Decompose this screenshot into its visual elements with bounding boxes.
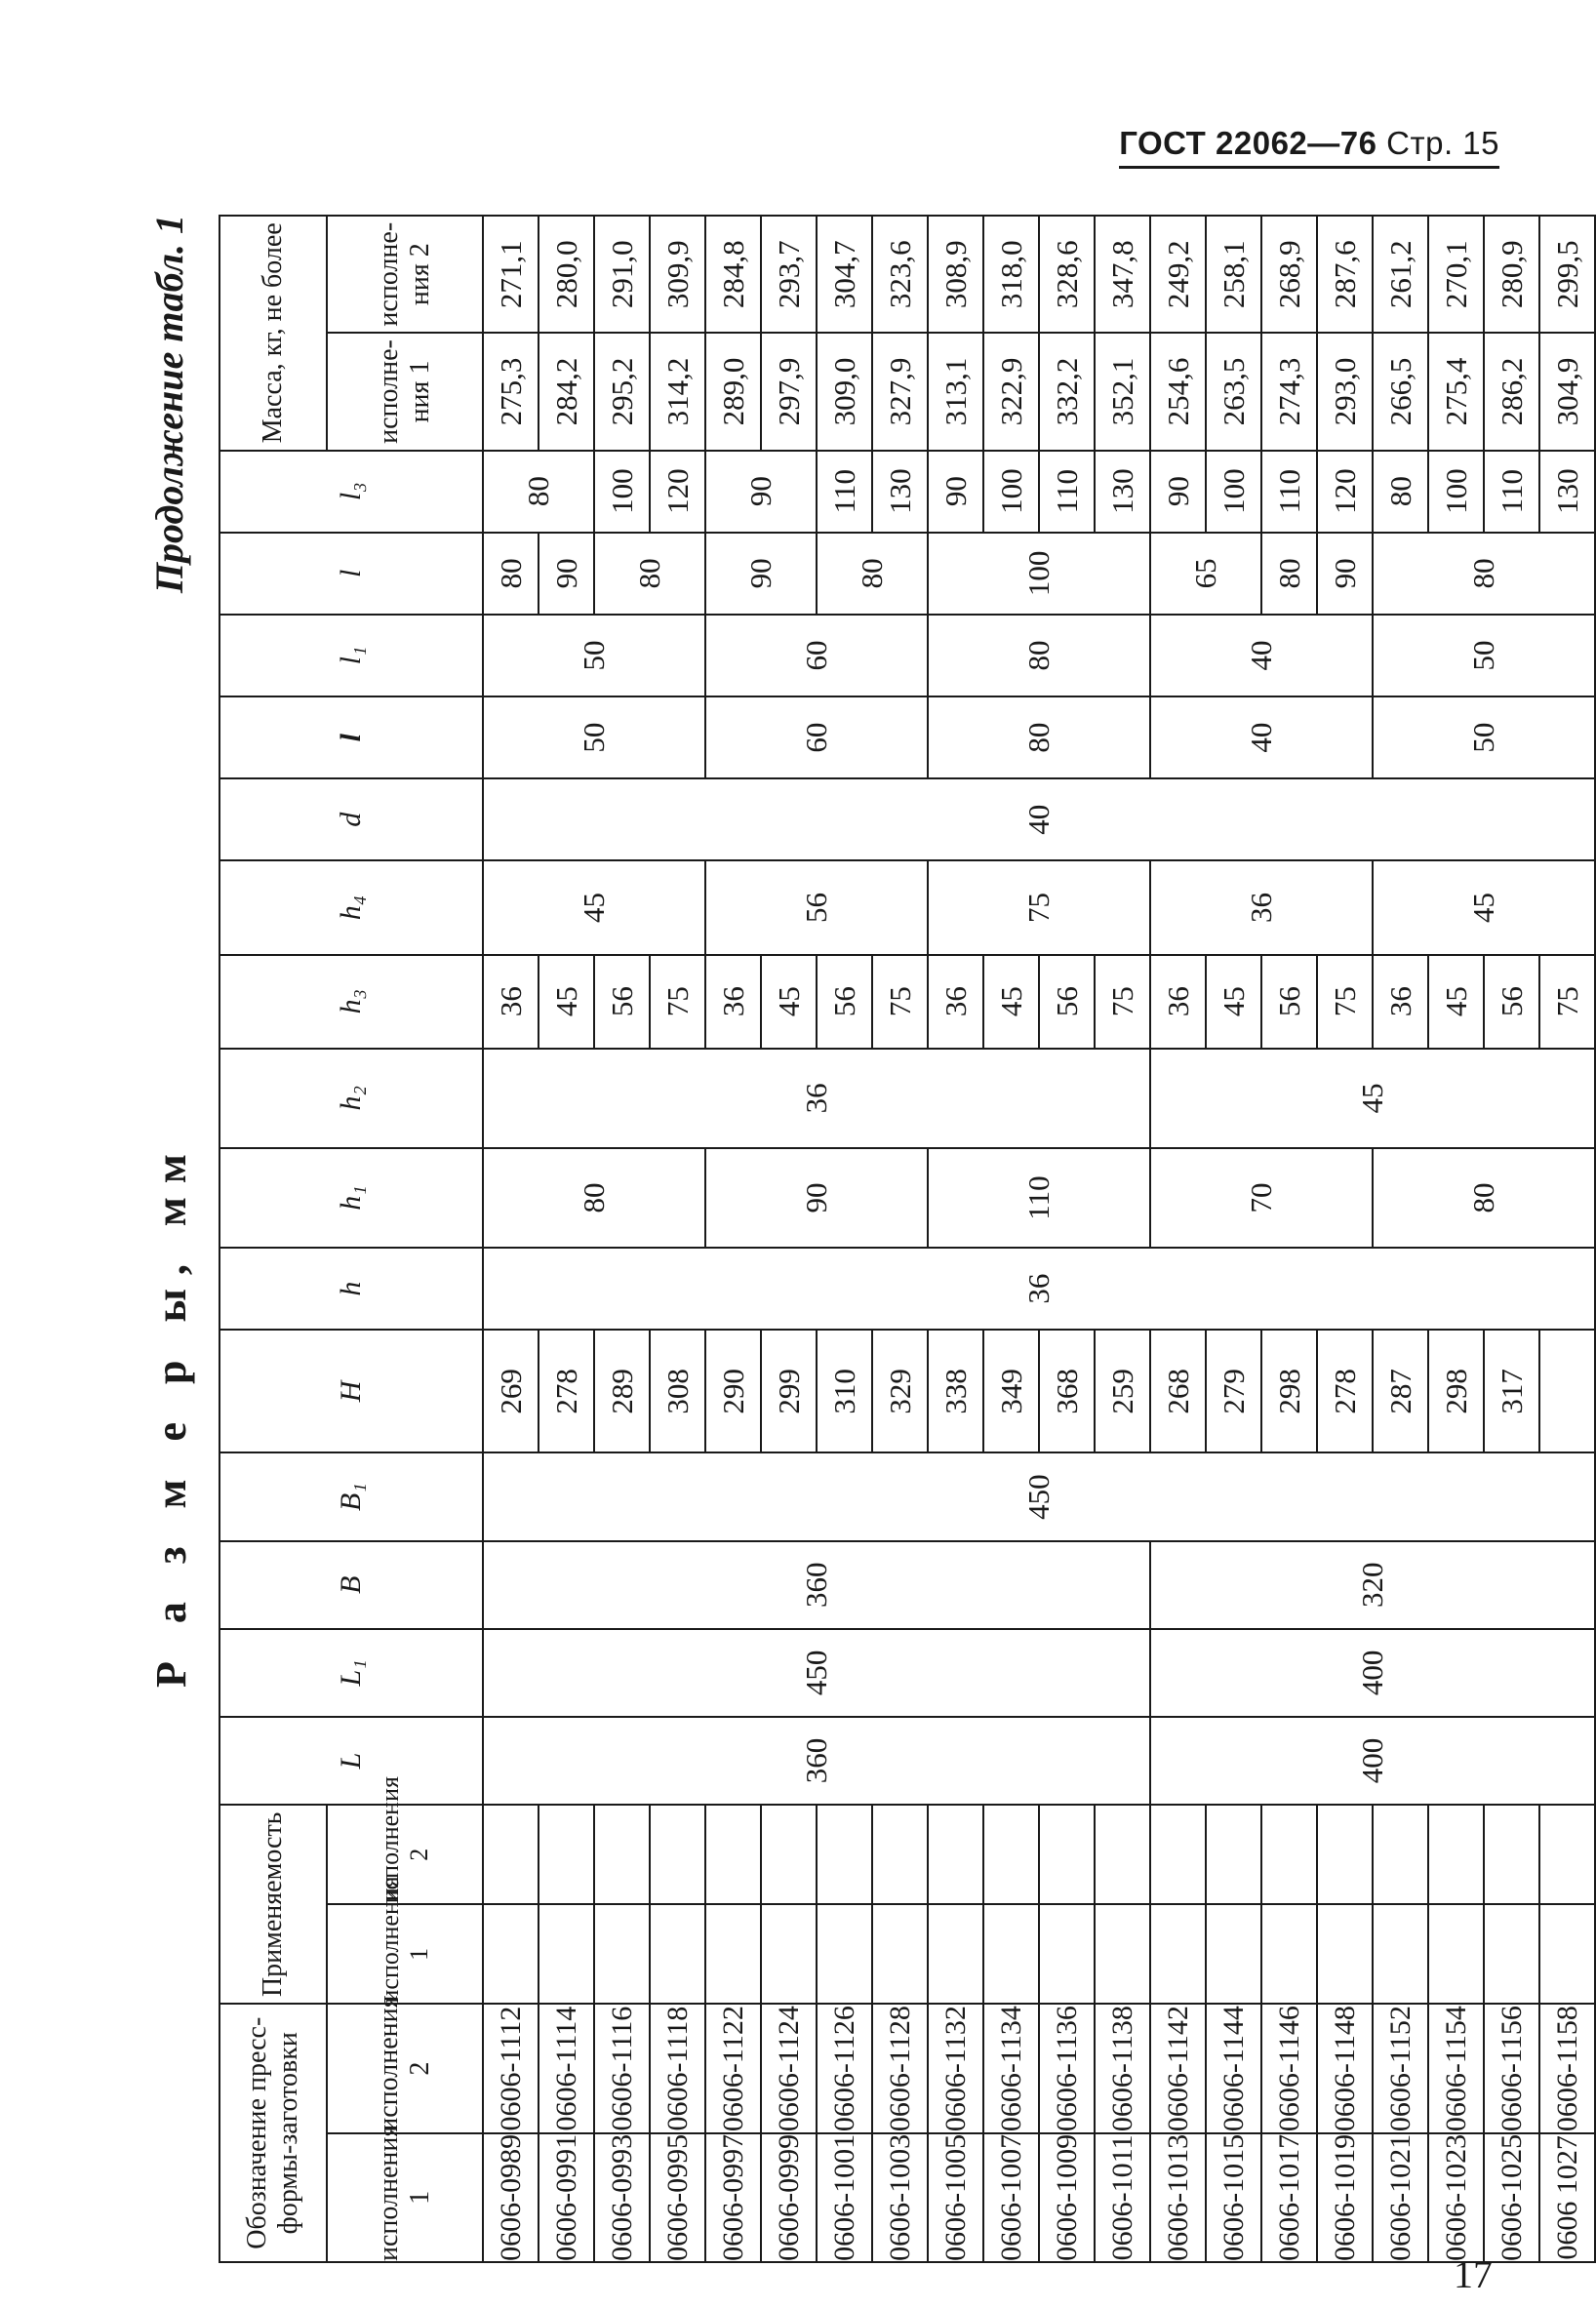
cell-app-v1: [1317, 1904, 1373, 2004]
cell-variant1: 0606-1005: [928, 2133, 983, 2262]
cell-variant2: 0606-1158: [1539, 2004, 1595, 2132]
cell-l3: 130: [1095, 451, 1150, 533]
cell-app-v1: [705, 1904, 761, 2004]
page-number: 17: [1454, 2252, 1493, 2296]
cell-app-v1: [1261, 1904, 1317, 2004]
cell-mass-v1: 254,6: [1150, 333, 1206, 450]
cell-variant1: 0606-1011: [1095, 2133, 1150, 2262]
cell-h3: 75: [872, 955, 928, 1049]
cell-l3: 80: [1373, 451, 1428, 533]
table-row: [928, 216, 983, 2262]
header-l-bold: l: [219, 696, 483, 778]
cell-mass-v1: 327,9: [872, 333, 928, 450]
cell-h3: 75: [1539, 955, 1595, 1049]
cell-mass-v1: 275,3: [483, 333, 539, 450]
cell-h2: 36: [483, 1049, 1150, 1148]
cell-h1: 80: [483, 1148, 705, 1248]
cell-variant2: 0606-1118: [650, 2004, 705, 2132]
cell-variant2: 0606-1144: [1206, 2004, 1261, 2132]
table-title: Р а з м е р ы, мм: [147, 1140, 195, 1688]
header-l3: l₃: [219, 451, 483, 533]
cell-variant2: 0606-1134: [983, 2004, 1039, 2132]
cell-l3: 120: [1317, 451, 1373, 533]
cell-variant1: 0606-1009: [1039, 2133, 1095, 2262]
cell-mass-v1: 289,0: [705, 333, 761, 450]
cell-H: 310: [817, 1330, 872, 1452]
cell-mass-v1: 295,2: [594, 333, 650, 450]
cell-L1-group-b: 400: [1150, 1629, 1595, 1717]
cell-l: 100: [928, 533, 1150, 615]
cell-l: 80: [594, 533, 705, 615]
cell-variant2: 0606-1136: [1039, 2004, 1095, 2132]
cell-mass-v2: 261,2: [1373, 216, 1428, 333]
cell-l3: 80: [483, 451, 594, 533]
cell-l3: 110: [1261, 451, 1317, 533]
header-B1: B₁: [219, 1452, 483, 1540]
cell-app-v2: [1484, 1805, 1539, 1904]
cell-L1-group-a: 450: [483, 1629, 1150, 1717]
header-variant2: исполнения 2: [327, 2004, 483, 2132]
cell-B1: 450: [483, 1452, 1595, 1540]
cell-variant2: 0606-1126: [817, 2004, 872, 2132]
cell-l3: 120: [650, 451, 705, 533]
cell-variant2: 0606-1116: [594, 2004, 650, 2132]
cell-L-group-a: 360: [483, 1717, 1150, 1805]
cell-l3: 90: [928, 451, 983, 533]
cell-mass-v1: 313,1: [928, 333, 983, 450]
cell-variant2: 0606-1138: [1095, 2004, 1150, 2132]
cell-app-v2: [539, 1805, 594, 1904]
cell-H: 308: [650, 1330, 705, 1452]
cell-mass-v2: 280,0: [539, 216, 594, 333]
cell-H: 289: [594, 1330, 650, 1452]
cell-app-v2: [483, 1805, 539, 1904]
cell-variant1: 0606-1019: [1317, 2133, 1373, 2262]
cell-l-bold: 60: [705, 696, 928, 778]
cell-mass-v2: 270,1: [1428, 216, 1484, 333]
header-L1: L₁: [219, 1629, 483, 1717]
cell-variant1: 0606-0993: [594, 2133, 650, 2262]
cell-L-group-b: 400: [1150, 1717, 1595, 1805]
header-h: h: [219, 1248, 483, 1330]
header-variant1: исполнения 1: [327, 2133, 483, 2262]
cell-variant1: 0606-1017: [1261, 2133, 1317, 2262]
cell-l: 80: [1261, 533, 1317, 615]
cell-l3: 100: [1428, 451, 1484, 533]
cell-H: 349: [983, 1330, 1039, 1452]
cell-mass-v2: 308,9: [928, 216, 983, 333]
cell-h3: 45: [1428, 955, 1484, 1049]
cell-app-v2: [761, 1805, 817, 1904]
cell-mass-v2: 299,5: [1539, 216, 1595, 333]
cell-variant2: 0606-1114: [539, 2004, 594, 2132]
cell-l: 90: [705, 533, 817, 615]
page-reference: Стр. 15: [1386, 125, 1499, 161]
cell-app-v2: [1428, 1805, 1484, 1904]
cell-h1: 70: [1150, 1148, 1373, 1248]
header-L: L: [219, 1717, 483, 1805]
cell-mass-v2: 280,9: [1484, 216, 1539, 333]
header-app-v2: исполнения 2: [327, 1805, 483, 1904]
cell-mass-v2: 293,7: [761, 216, 817, 333]
cell-mass-v2: 309,9: [650, 216, 705, 333]
cell-l3: 100: [1206, 451, 1261, 533]
cell-mass-v1: 293,0: [1317, 333, 1373, 450]
cell-l3: 130: [1539, 451, 1595, 533]
cell-mass-v2: 318,0: [983, 216, 1039, 333]
cell-app-v2: [705, 1805, 761, 1904]
cell-app-v1: [817, 1904, 872, 2004]
cell-variant1: 0606-1003: [872, 2133, 928, 2262]
cell-h4: 36: [1150, 860, 1373, 954]
header-H: H: [219, 1330, 483, 1452]
cell-l: 80: [817, 533, 928, 615]
table-row: [483, 216, 539, 2262]
cell-H: 317: [1484, 1330, 1539, 1452]
cell-app-v2: [817, 1805, 872, 1904]
cell-h3: 56: [817, 955, 872, 1049]
cell-variant2: 0606-1122: [705, 2004, 761, 2132]
cell-variant1: 0606-1025: [1484, 2133, 1539, 2262]
cell-l3: 100: [983, 451, 1039, 533]
cell-l3: 90: [1150, 451, 1206, 533]
cell-variant1: 0606-0989: [483, 2133, 539, 2262]
cell-l3: 110: [1484, 451, 1539, 533]
cell-app-v2: [1150, 1805, 1206, 1904]
page-header: [1119, 125, 1499, 169]
cell-app-v1: [872, 1904, 928, 2004]
header-h4: h₄: [219, 860, 483, 954]
cell-app-v1: [539, 1904, 594, 2004]
cell-H: 368: [1039, 1330, 1095, 1452]
cell-l-bold: 80: [928, 696, 1150, 778]
cell-h3: 36: [928, 955, 983, 1049]
cell-variant1: 0606-0995: [650, 2133, 705, 2262]
cell-h4: 75: [928, 860, 1150, 954]
header-l: l: [219, 533, 483, 615]
cell-variant1: 0606-1007: [983, 2133, 1039, 2262]
cell-variant1: 0606-1015: [1206, 2133, 1261, 2262]
cell-d: 40: [483, 778, 1595, 860]
cell-mass-v2: 284,8: [705, 216, 761, 333]
cell-variant1: 0606-1023: [1428, 2133, 1484, 2262]
cell-l: 90: [539, 533, 594, 615]
cell-l: 80: [483, 533, 539, 615]
cell-H: 329: [872, 1330, 928, 1452]
header-h3: h₃: [219, 955, 483, 1049]
header-designation: Обозначение пресс-формы-заготовки: [219, 2004, 327, 2262]
cell-variant1: 0606-1013: [1150, 2133, 1206, 2262]
cell-l3: 90: [705, 451, 817, 533]
cell-variant2: 0606-1142: [1150, 2004, 1206, 2132]
cell-h3: 56: [1484, 955, 1539, 1049]
cell-mass-v2: 347,8: [1095, 216, 1150, 333]
cell-h3: 36: [1150, 955, 1206, 1049]
cell-app-v1: [1206, 1904, 1261, 2004]
cell-app-v1: [594, 1904, 650, 2004]
cell-mass-v1: 275,4: [1428, 333, 1484, 450]
cell-app-v1: [1373, 1904, 1428, 2004]
cell-l1: 60: [705, 615, 928, 696]
cell-h3: 75: [1317, 955, 1373, 1049]
cell-B-group-a: 360: [483, 1541, 1150, 1629]
cell-variant2: 0606-1124: [761, 2004, 817, 2132]
cell-mass-v1: 309,0: [817, 333, 872, 450]
cell-variant1: 0606-0999: [761, 2133, 817, 2262]
cell-mass-v2: 328,6: [1039, 216, 1095, 333]
cell-mass-v1: 297,9: [761, 333, 817, 450]
cell-l3: 110: [817, 451, 872, 533]
cell-app-v2: [983, 1805, 1039, 1904]
cell-h3: 75: [650, 955, 705, 1049]
table-row: [705, 216, 761, 2262]
cell-app-v2: [1261, 1805, 1317, 1904]
header-applicability: Применяемость: [219, 1805, 327, 2004]
cell-variant2: 0606-1154: [1428, 2004, 1484, 2132]
cell-l: 80: [1373, 533, 1595, 615]
cell-H: [1539, 1330, 1595, 1452]
cell-h4: 45: [483, 860, 705, 954]
cell-mass-v2: 258,1: [1206, 216, 1261, 333]
header-mass: Масса, кг, не более: [219, 216, 327, 451]
cell-h3: 45: [539, 955, 594, 1049]
cell-l-bold: 40: [1150, 696, 1373, 778]
header-mass-v2: исполне-ния 2: [327, 216, 483, 333]
cell-mass-v1: 274,3: [1261, 333, 1317, 450]
header-d: d: [219, 778, 483, 860]
cell-h3: 56: [1039, 955, 1095, 1049]
cell-app-v1: [1428, 1904, 1484, 2004]
table-row: [1150, 216, 1206, 2262]
cell-l1: 40: [1150, 615, 1373, 696]
cell-h1: 90: [705, 1148, 928, 1248]
cell-H: 290: [705, 1330, 761, 1452]
cell-variant2: 0606-1112: [483, 2004, 539, 2132]
cell-variant2: 0606-1152: [1373, 2004, 1428, 2132]
dimensions-table: [219, 215, 1596, 2263]
cell-mass-v1: 286,2: [1484, 333, 1539, 450]
rotated-table-area: [146, 215, 1584, 2263]
cell-h1: 110: [928, 1148, 1150, 1248]
cell-mass-v1: 322,9: [983, 333, 1039, 450]
cell-h1: 80: [1373, 1148, 1595, 1248]
cell-h3: 45: [983, 955, 1039, 1049]
cell-h3: 45: [761, 955, 817, 1049]
cell-mass-v1: 352,1: [1095, 333, 1150, 450]
cell-h4: 56: [705, 860, 928, 954]
cell-h3: 36: [1373, 955, 1428, 1049]
header-B: B: [219, 1541, 483, 1629]
cell-variant1: 0606-1001: [817, 2133, 872, 2262]
table-continuation-label: Продолжение табл. 1: [147, 215, 191, 594]
cell-l: 65: [1150, 533, 1261, 615]
cell-mass-v1: 284,2: [539, 333, 594, 450]
cell-variant2: 0606-1146: [1261, 2004, 1317, 2132]
header-app-v1: исполнения 1: [327, 1904, 483, 2004]
cell-mass-v1: 304,9: [1539, 333, 1595, 450]
cell-app-v1: [983, 1904, 1039, 2004]
cell-app-v2: [1095, 1805, 1150, 1904]
cell-H: 279: [1206, 1330, 1261, 1452]
cell-l3: 110: [1039, 451, 1095, 533]
cell-app-v1: [483, 1904, 539, 2004]
cell-app-v2: [1206, 1805, 1261, 1904]
cell-app-v1: [1484, 1904, 1539, 2004]
cell-H: 299: [761, 1330, 817, 1452]
cell-mass-v2: 249,2: [1150, 216, 1206, 333]
cell-H: 287: [1373, 1330, 1428, 1452]
cell-app-v1: [761, 1904, 817, 2004]
header-l1: l₁: [219, 615, 483, 696]
cell-l3: 100: [594, 451, 650, 533]
cell-app-v1: [928, 1904, 983, 2004]
cell-app-v1: [1539, 1904, 1595, 2004]
cell-B-group-b: 320: [1150, 1541, 1595, 1629]
cell-l: 90: [1317, 533, 1373, 615]
header-h1: h₁: [219, 1148, 483, 1248]
header-mass-v1: исполне-ния 1: [327, 333, 483, 450]
cell-mass-v1: 263,5: [1206, 333, 1261, 450]
cell-l3: 130: [872, 451, 928, 533]
cell-variant1: 0606-1021: [1373, 2133, 1428, 2262]
gost-number: ГОСТ 22062—76: [1119, 125, 1377, 161]
cell-l1: 50: [1373, 615, 1595, 696]
cell-H: 268: [1150, 1330, 1206, 1452]
cell-H: 259: [1095, 1330, 1150, 1452]
table-row: [1373, 216, 1428, 2262]
cell-H: 278: [539, 1330, 594, 1452]
cell-app-v1: [1039, 1904, 1095, 2004]
cell-app-v2: [1373, 1805, 1428, 1904]
cell-app-v2: [928, 1805, 983, 1904]
cell-app-v2: [1039, 1805, 1095, 1904]
cell-mass-v2: 268,9: [1261, 216, 1317, 333]
cell-mass-v2: 304,7: [817, 216, 872, 333]
cell-H: 298: [1428, 1330, 1484, 1452]
cell-H: 298: [1261, 1330, 1317, 1452]
cell-h3: 36: [705, 955, 761, 1049]
cell-app-v2: [1539, 1805, 1595, 1904]
cell-H: 269: [483, 1330, 539, 1452]
cell-mass-v1: 266,5: [1373, 333, 1428, 450]
cell-mass-v2: 287,6: [1317, 216, 1373, 333]
cell-app-v1: [1095, 1904, 1150, 2004]
cell-l1: 80: [928, 615, 1150, 696]
cell-l-bold: 50: [1373, 696, 1595, 778]
cell-app-v2: [1317, 1805, 1373, 1904]
cell-h3: 56: [594, 955, 650, 1049]
cell-l-bold: 50: [483, 696, 705, 778]
cell-app-v1: [650, 1904, 705, 2004]
cell-h3: 36: [483, 955, 539, 1049]
cell-h: 36: [483, 1248, 1595, 1330]
cell-variant1: 0606 1027: [1539, 2133, 1595, 2262]
cell-l1: 50: [483, 615, 705, 696]
cell-variant1: 0606-0997: [705, 2133, 761, 2262]
cell-h4: 45: [1373, 860, 1595, 954]
cell-h3: 45: [1206, 955, 1261, 1049]
cell-mass-v2: 291,0: [594, 216, 650, 333]
cell-mass-v2: 271,1: [483, 216, 539, 333]
cell-variant2: 0606-1148: [1317, 2004, 1373, 2132]
cell-mass-v2: 323,6: [872, 216, 928, 333]
cell-H: 278: [1317, 1330, 1373, 1452]
cell-H: 338: [928, 1330, 983, 1452]
cell-mass-v1: 314,2: [650, 333, 705, 450]
cell-variant2: 0606-1156: [1484, 2004, 1539, 2132]
cell-app-v2: [872, 1805, 928, 1904]
cell-h3: 75: [1095, 955, 1150, 1049]
cell-variant2: 0606-1128: [872, 2004, 928, 2132]
cell-app-v2: [594, 1805, 650, 1904]
cell-h2: 45: [1150, 1049, 1595, 1148]
cell-variant2: 0606-1132: [928, 2004, 983, 2132]
cell-mass-v1: 332,2: [1039, 333, 1095, 450]
header-h2: h₂: [219, 1049, 483, 1148]
cell-app-v1: [1150, 1904, 1206, 2004]
cell-variant1: 0606-0991: [539, 2133, 594, 2262]
cell-h3: 56: [1261, 955, 1317, 1049]
cell-app-v2: [650, 1805, 705, 1904]
